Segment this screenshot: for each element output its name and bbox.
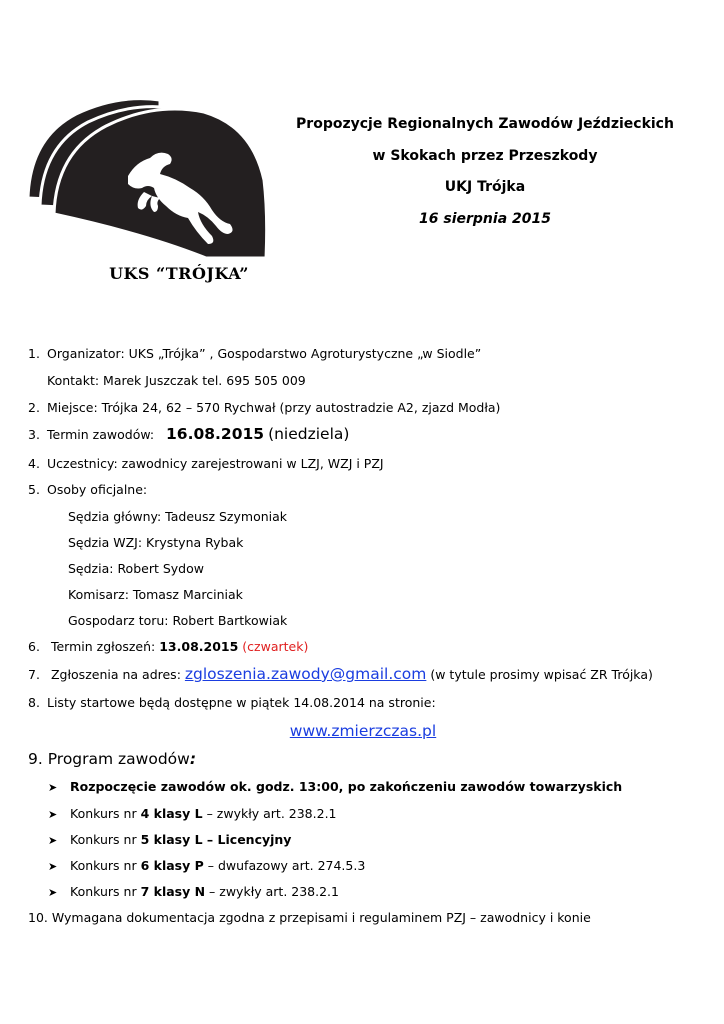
website-line — [28, 723, 698, 740]
program-item: ➤ Konkurs nr 6 klasy P – dwufazowy art. 274.5.3 — [48, 858, 366, 873]
document-header — [270, 116, 700, 242]
title-line-3: UKJ Trójka — [444, 179, 526, 195]
logo-text: UKS “TRÓJKA” — [109, 264, 249, 283]
riding-helmet-icon — [26, 84, 276, 264]
list-item: 5. Osoby oficjalne: — [28, 482, 148, 497]
official: Gospodarz toru: Robert Bartkowiak — [68, 613, 288, 628]
program-item: ➤ Konkurs nr 7 klasy N – zwykły art. 238.2.1 — [48, 884, 339, 899]
official: Sędzia WZJ: Krystyna Rybak — [68, 535, 244, 550]
title-line-2: w Skokach przez Przeszkody — [372, 147, 598, 164]
list-item: 8. Listy startowe będą dostępne w piątek 14.08.2014 na stronie: — [28, 695, 436, 710]
program-item: ➤ Konkurs nr 5 klasy L – Licencyjny — [48, 832, 292, 847]
list-item: 4. Uczestnicy: zawodnicy zarejestrowani w LZJ, WZJ i PZJ — [28, 456, 384, 471]
list-item: 3. Termin zawodów: 16.08.2015 (niedziela) — [28, 425, 350, 443]
list-item: 1. Organizator: UKS „Trójka” , Gospodarstwo Agroturystyczne „w Siodle” — [28, 346, 482, 361]
arrow-bullet-icon: ➤ — [48, 808, 58, 821]
arrow-bullet-icon: ➤ — [48, 860, 58, 873]
contact-line: Kontakt: Marek Juszczak tel. 695 505 009 — [47, 373, 306, 388]
email-link[interactable]: zgloszenia.zawody@gmail.com — [184, 665, 427, 683]
list-item: 2. Miejsce: Trójka 24, 62 – 570 Rychwał (przy autostradzie A2, zjazd Modła) — [28, 400, 501, 415]
arrow-bullet-icon: ➤ — [48, 781, 58, 794]
club-logo — [26, 84, 276, 294]
list-item: 7. Zgłoszenia na adres: zgloszenia.zawody@gmail.com (w tytule prosimy wpisać ZR Trójka) — [28, 665, 653, 683]
list-item: 10. Wymagana dokumentacja zgodna z przepisami i regulaminem PZJ – zawodnicy i konie — [28, 910, 591, 925]
official: Komisarz: Tomasz Marciniak — [68, 587, 243, 602]
event-date: 16 sierpnia 2015 — [419, 210, 551, 227]
program-item: ➤ Konkurs nr 4 klasy L – zwykły art. 238.2.1 — [48, 806, 337, 821]
title-line-1: Propozycje Regionalnych Zawodów Jeździeckich — [296, 116, 674, 132]
arrow-bullet-icon: ➤ — [48, 886, 58, 899]
program-heading: 9. Program zawodów: — [28, 750, 197, 768]
official: Sędzia: Robert Sydow — [68, 561, 204, 576]
list-item: 6. Termin zgłoszeń: 13.08.2015 (czwartek) — [28, 639, 309, 654]
official: Sędzia główny: Tadeusz Szymoniak — [68, 509, 288, 524]
arrow-bullet-icon: ➤ — [48, 834, 58, 847]
program-item: ➤ Rozpoczęcie zawodów ok. godz. 13:00, po zakończeniu zawodów towarzyskich — [48, 779, 623, 794]
website-link[interactable]: www.zmierzczas.pl — [289, 722, 437, 740]
